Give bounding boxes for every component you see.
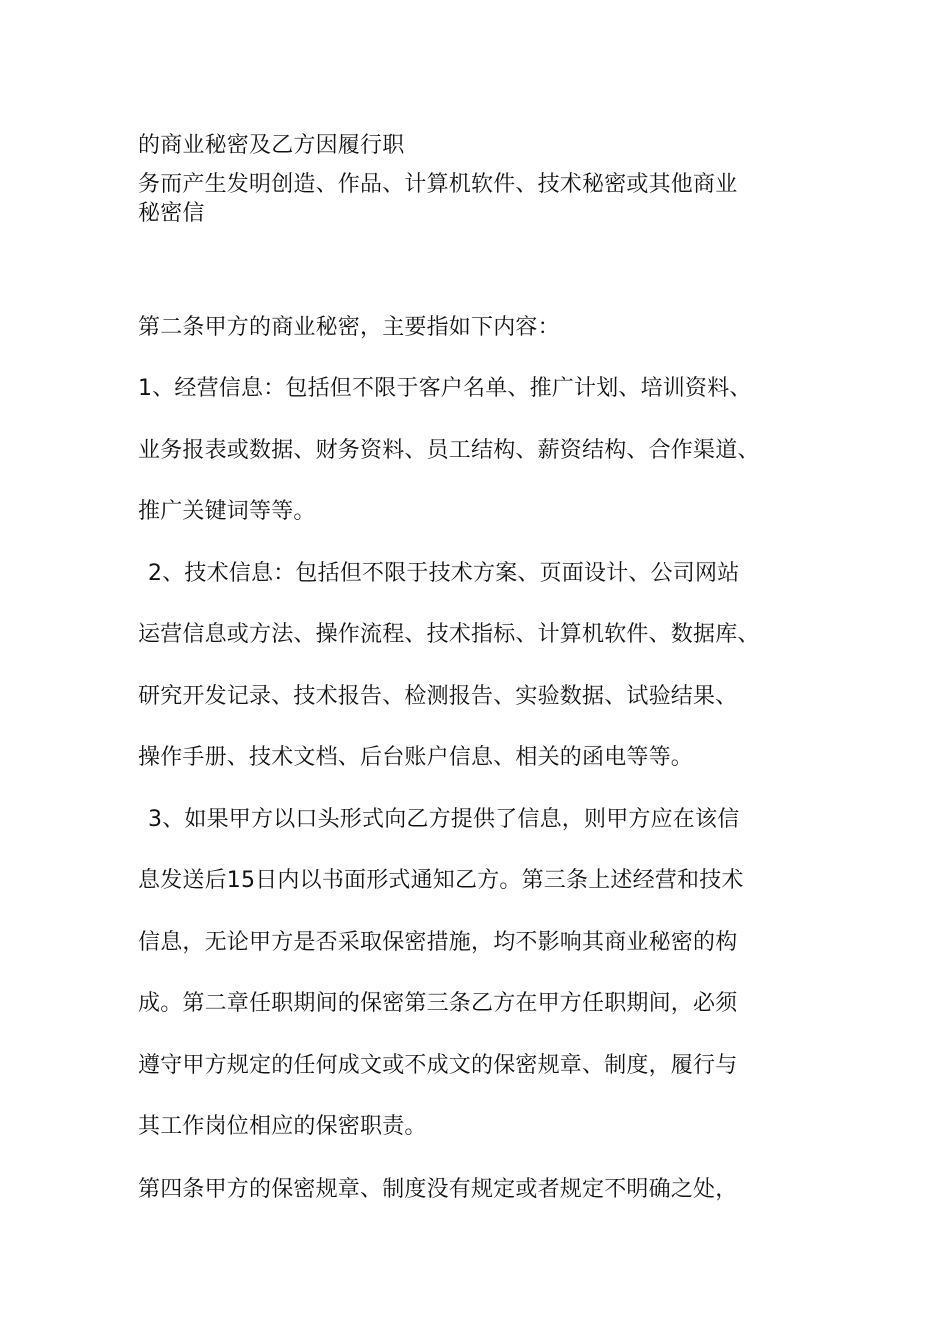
text-line: 研究开发记录、技术报告、检测报告、实验数据、试验结果、 bbox=[138, 684, 738, 709]
text-line: 务而产生发明创造、作品、计算机软件、技术秘密或其他商业 bbox=[138, 172, 738, 197]
text-line: 运营信息或方法、操作流程、技术指标、计算机软件、数据库、 bbox=[138, 622, 760, 647]
text-line: 3、如果甲方以口头形式向乙方提供了信息，则甲方应在该信 bbox=[148, 807, 740, 832]
text-line: 推广关键词等等。 bbox=[138, 499, 316, 524]
text-line: 1、经营信息：包括但不限于客户名单、推广计划、培训资料、 bbox=[138, 376, 752, 401]
text-line: 业务报表或数据、财务资料、员工结构、薪资结构、合作渠道、 bbox=[138, 438, 760, 463]
text-line: 息发送后15日内以书面形式通知乙方。第三条上述经营和技术 bbox=[138, 868, 744, 893]
text-line: 2、技术信息：包括但不限于技术方案、页面设计、公司网站 bbox=[148, 561, 740, 586]
text-line: 操作手册、技术文档、后台账户信息、相关的函电等等。 bbox=[138, 745, 694, 770]
text-line: 成。第二章任职期间的保密第三条乙方在甲方任职期间，必须 bbox=[138, 991, 738, 1016]
article-heading: 第四条甲方的保密规章、制度没有规定或者规定不明确之处， bbox=[138, 1177, 738, 1202]
text-line: 信息，无论甲方是否采取保密措施，均不影响其商业秘密的构 bbox=[138, 930, 738, 955]
text-line: 秘密信 bbox=[138, 201, 205, 226]
text-line: 的商业秘密及乙方因履行职 bbox=[138, 133, 405, 158]
text-line: 遵守甲方规定的任何成文或不成文的保密规章、制度，履行与 bbox=[138, 1053, 738, 1078]
article-heading: 第二条甲方的商业秘密，主要指如下内容： bbox=[138, 315, 560, 340]
text-line: 其工作岗位相应的保密职责。 bbox=[138, 1114, 427, 1139]
